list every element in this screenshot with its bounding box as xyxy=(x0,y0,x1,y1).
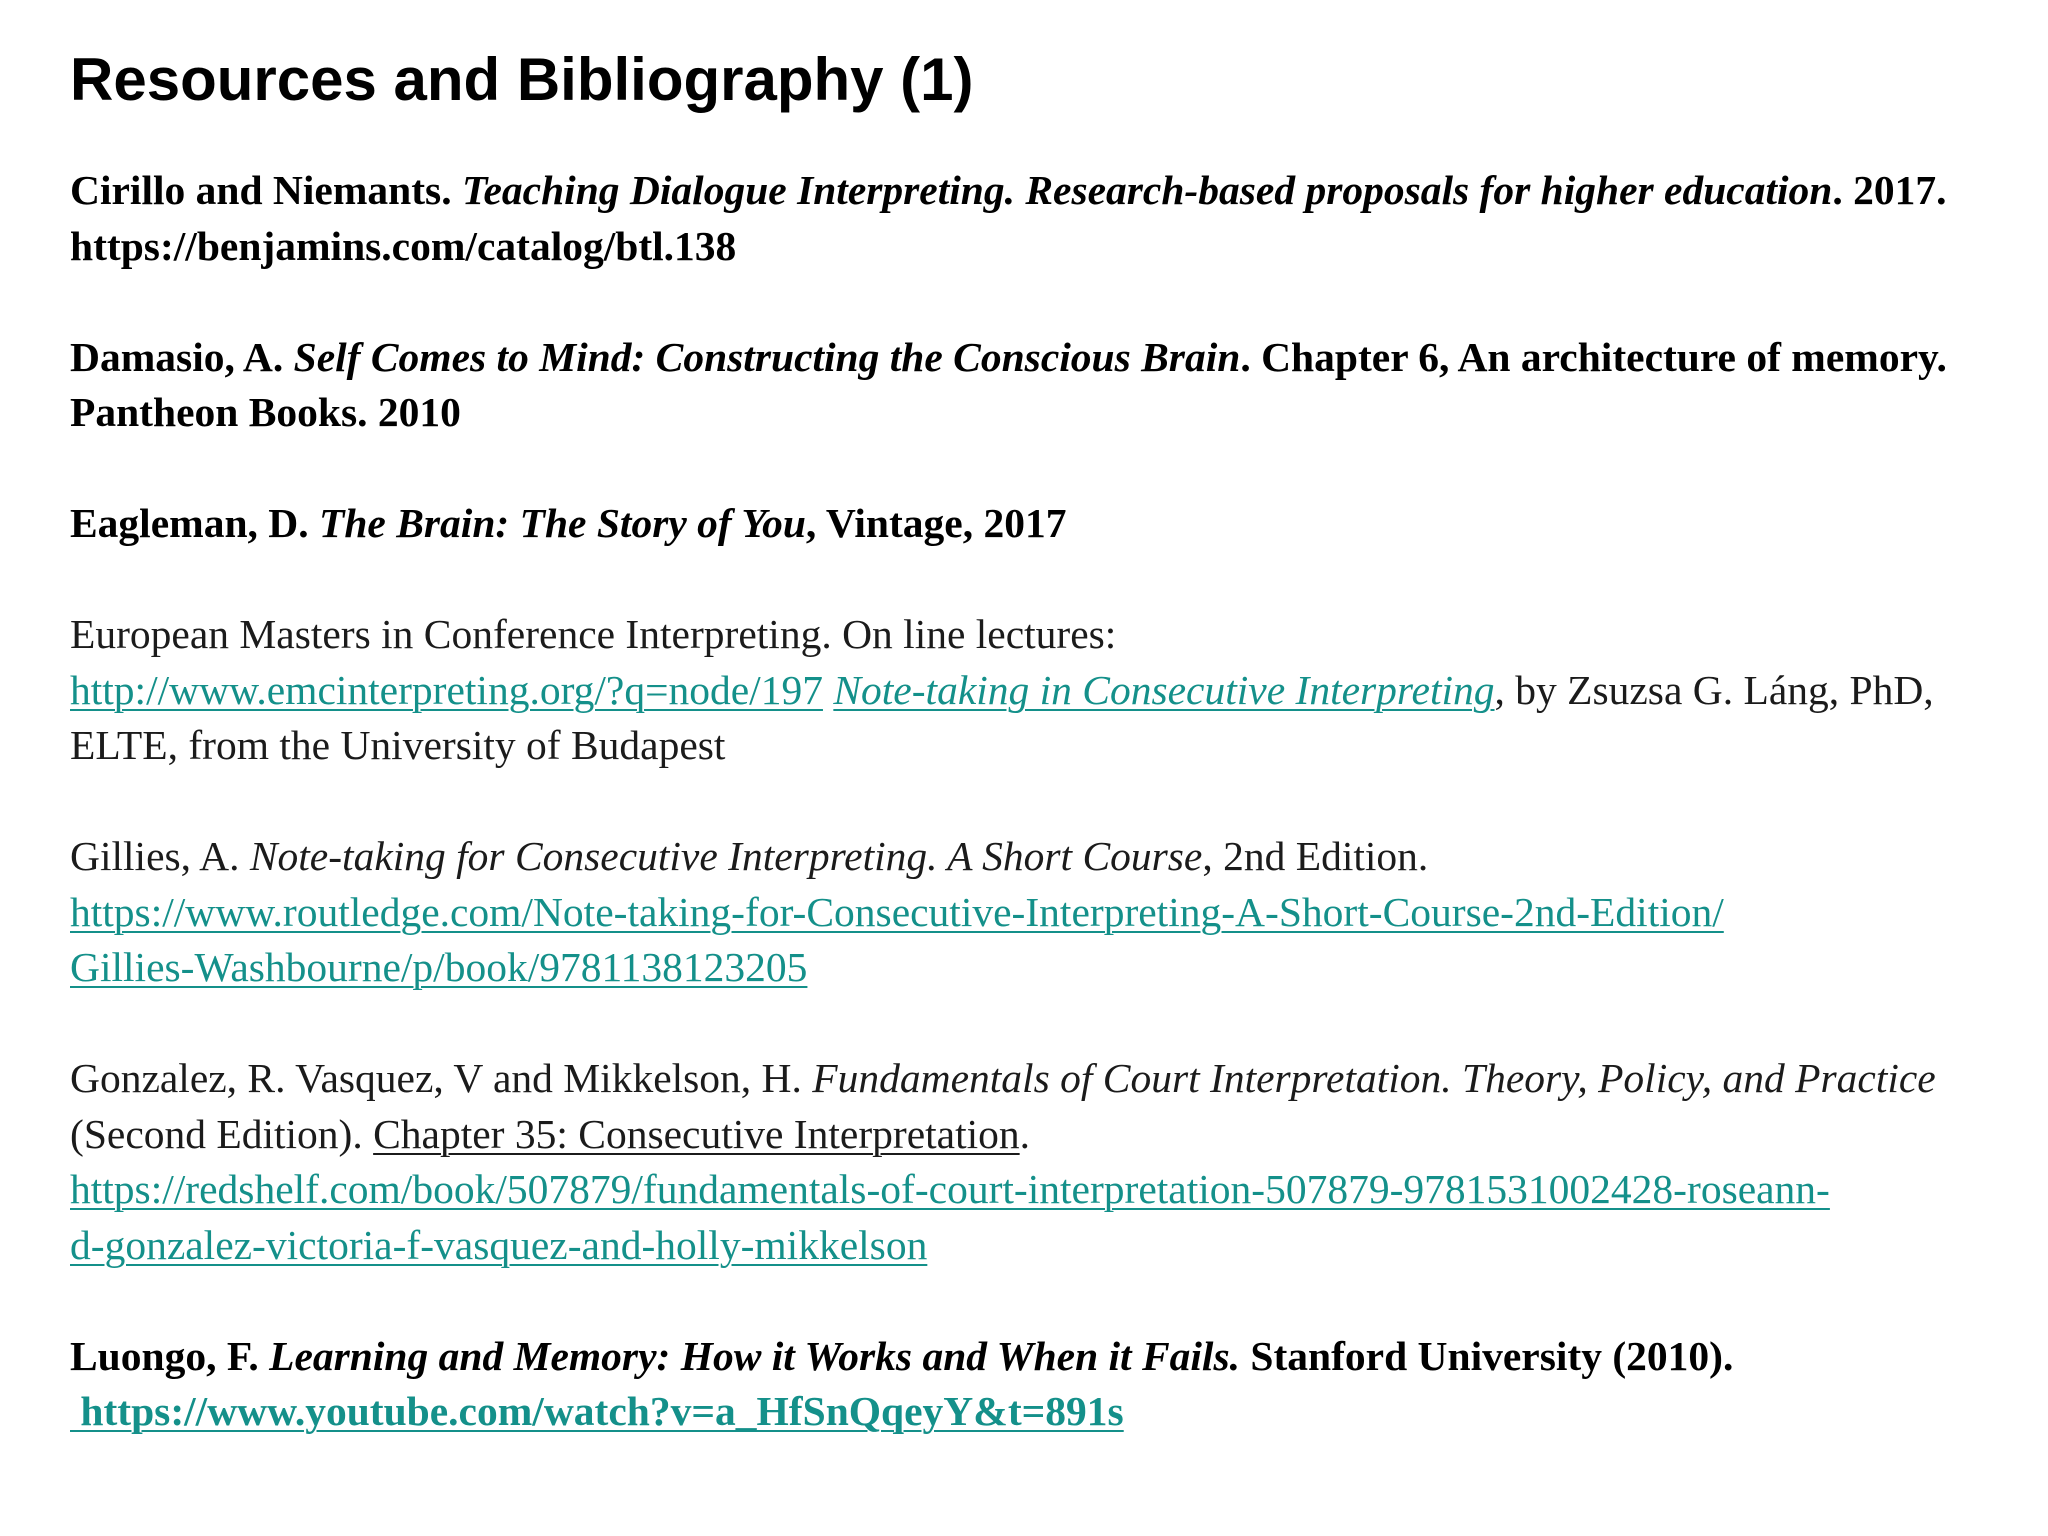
reference-link-youtube[interactable]: https://www.youtube.com/watch?v=a_HfSnQqeyY&t=891s xyxy=(70,1388,1124,1434)
reference-eagleman xyxy=(70,496,2015,552)
reference-link-emci-url[interactable]: http://www.emcinterpreting.org/?q=node/197 xyxy=(70,666,823,713)
reference-author: Gonzalez, R. Vasquez, V and Mikkelson, H. xyxy=(70,1055,813,1101)
reference-author: Luongo, F. xyxy=(70,1332,270,1379)
reference-link-routledge[interactable]: https://www.routledge.com/Note-taking-for-Consecutive-Interpreting-A-Short-Course-2nd-Edition/ xyxy=(70,888,1724,935)
reference-link-note-taking[interactable]: Note-taking in Consecutive Interpreting xyxy=(833,666,1495,713)
reference-gillies xyxy=(70,829,2015,996)
reference-author: Eagleman, D. xyxy=(70,500,319,546)
reference-author: European Masters in Conference Interpreting. On line lectures: xyxy=(70,611,1117,657)
reference-work-title: Teaching Dialogue Interpreting. Research-based proposals for higher education xyxy=(461,167,1833,213)
reference-details: , by Zsuzsa G. Láng, PhD, ELTE, from the University of Budapest xyxy=(70,666,1934,768)
reference-cirillo xyxy=(70,163,2015,274)
reference-author: Gillies, A. xyxy=(70,833,250,879)
reference-list xyxy=(70,163,2015,1440)
reference-link-routledge-cont[interactable]: Gillies-Washbourne/p/book/9781138123205 xyxy=(70,944,808,990)
reference-emci xyxy=(70,607,2015,774)
reference-work-title: Fundamentals of Court Interpretation. Theory, Policy, and Practice xyxy=(812,1055,1936,1101)
page-title: Resources and Bibliography (1) xyxy=(70,46,974,113)
reference-link-redshelf-cont[interactable]: d-gonzalez-victoria-f-vasquez-and-holly-mikkelson xyxy=(70,1221,928,1268)
reference-luongo xyxy=(70,1329,2015,1440)
reference-work-title: Learning and Memory: How it Works and When it Fails. xyxy=(269,1332,1240,1379)
reference-details: . 2017. https://benjamins.com/catalog/btl.138 xyxy=(70,167,1947,269)
reference-link-redshelf[interactable]: https://redshelf.com/book/507879/fundamentals-of-court-interpretation-507879-9781531002428-roseann- xyxy=(70,1166,1830,1212)
reference-details: , Vintage, 2017 xyxy=(805,500,1067,546)
reference-work-title: Self Comes to Mind: Constructing the Conscious Brain xyxy=(293,333,1241,380)
reference-edition: (Second Edition). xyxy=(70,1110,374,1157)
reference-author: Damasio, A. xyxy=(70,333,294,380)
reference-chapter-end: . xyxy=(1019,1110,1031,1157)
reference-work-title: The Brain: The Story of You xyxy=(319,500,806,546)
reference-damasio xyxy=(70,330,2015,441)
reference-chapter: Chapter 35: Consecutive Interpretation xyxy=(373,1110,1020,1157)
reference-work-title: Note-taking for Consecutive Interpreting. A Short Course xyxy=(249,833,1203,879)
reference-details: Stanford University (2010). xyxy=(1239,1332,1734,1379)
reference-author: Cirillo and Niemants. xyxy=(70,167,462,213)
reference-details: . Chapter 6, An architecture of memory. Pantheon Books. 2010 xyxy=(70,333,1947,435)
reference-details: , 2nd Edition. xyxy=(1202,833,1429,879)
reference-gonzalez xyxy=(70,1051,2015,1273)
